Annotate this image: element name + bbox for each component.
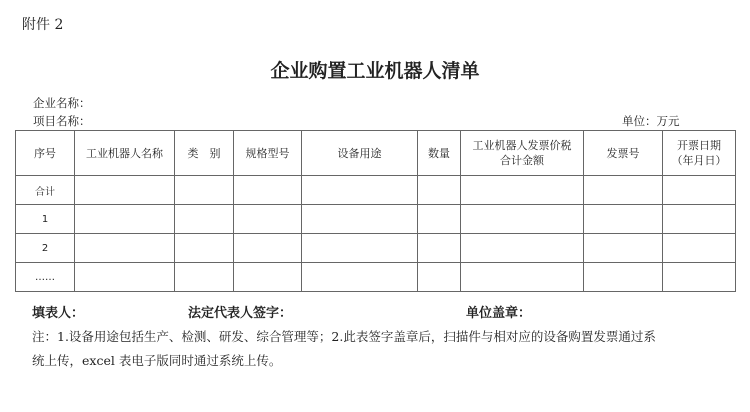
table-cell [234,263,302,292]
table-cell [461,205,584,234]
table-cell [584,176,663,205]
robot-list-table [15,130,736,292]
table-cell [75,205,175,234]
table-cell [75,263,175,292]
legal-rep-signature-label: 法定代表人签字： [188,306,293,321]
table-cell [234,176,302,205]
column-header: 数量 [418,131,461,176]
column-header: 设备用途 [302,131,418,176]
table-cell [663,263,736,292]
row-index-cell: 1 [16,205,75,234]
attachment-label: 附件 2 [22,17,64,33]
filler-label: 填表人： [32,306,85,321]
table-cell [418,205,461,234]
row-index-cell: …… [16,263,75,292]
column-header: 规格型号 [234,131,302,176]
column-header: 工业机器人名称 [75,131,175,176]
table-cell [461,176,584,205]
table-cell [75,176,175,205]
table-cell [75,234,175,263]
column-header: 发票号 [584,131,663,176]
table-cell [461,263,584,292]
table-cell [418,176,461,205]
document-title: 企业购置工业机器人清单 [270,60,480,82]
table-cell [418,234,461,263]
note-line-2: 统上传，excel 表电子版同时通过系统上传。 [32,353,282,368]
table-cell [234,234,302,263]
row-index-cell: 2 [16,234,75,263]
row-index-cell: 合计 [16,176,75,205]
column-header: 序号 [16,131,75,176]
column-header: 工业机器人发票价税 合计金额 [461,131,584,176]
table-cell [663,176,736,205]
company-name-label: 企业名称： [33,96,91,110]
table-cell [418,263,461,292]
table-cell [175,234,234,263]
table-cell [175,205,234,234]
project-name-label: 项目名称： [33,114,91,128]
table-cell [175,263,234,292]
table-cell [584,205,663,234]
column-header: 类 别 [175,131,234,176]
table-cell [302,205,418,234]
table-header-row [16,131,736,176]
table-row [16,263,736,292]
table-cell [302,176,418,205]
table-row [16,205,736,234]
table-cell [663,234,736,263]
unit-label: 单位：万元 [622,114,680,128]
table-cell [584,234,663,263]
table-cell [175,176,234,205]
column-header: 开票日期 （年月日） [663,131,736,176]
table-cell [461,234,584,263]
table-row [16,176,736,205]
table-cell [663,205,736,234]
table-cell [302,263,418,292]
table-cell [302,234,418,263]
note-line-1: 注：1.设备用途包括生产、检测、研发、综合管理等；2.此表签字盖章后，扫描件与相对应的设备购置发票通过系 [32,329,656,344]
table-cell [584,263,663,292]
table-cell [234,205,302,234]
unit-seal-label: 单位盖章： [466,306,532,321]
table-row [16,234,736,263]
